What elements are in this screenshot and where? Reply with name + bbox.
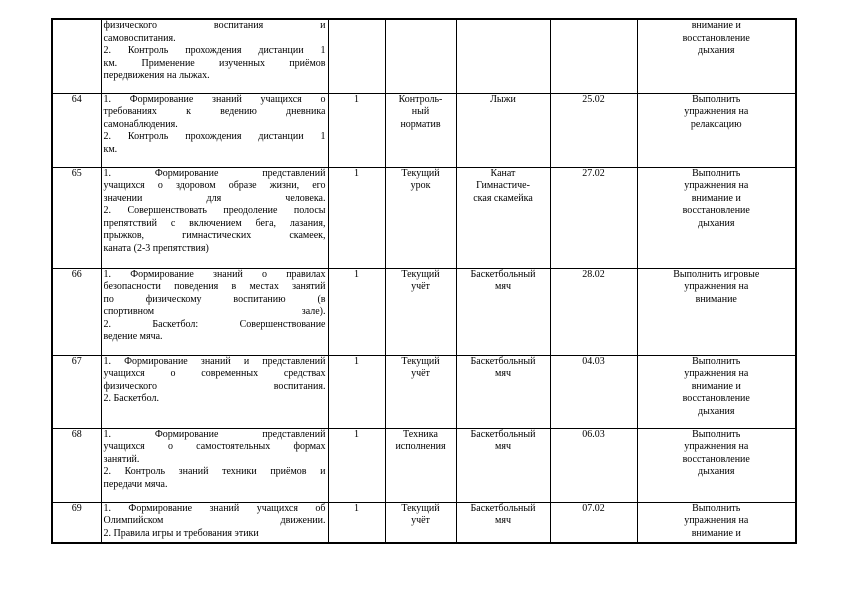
lesson-number-cell (52, 19, 101, 93)
control-type-cell (385, 428, 456, 502)
lesson-topic-cell-line: 2. Контроль знаний техники приёмов и (103, 466, 326, 478)
control-type-cell (385, 502, 456, 543)
lesson-topic-cell-line: 2. Контроль прохождения дистанции 1 (103, 45, 326, 57)
control-type-cell-line: Текущий (401, 355, 440, 367)
lesson-topic-cell-line: безопасности поведения в местах занятий (103, 281, 326, 293)
homework-cell (637, 502, 796, 543)
homework-cell-line: упражнения на (684, 368, 749, 380)
homework-cell-line: Выполнить (692, 428, 741, 440)
homework-cell (637, 93, 796, 167)
lesson-topic-cell-line: передвижения на лыжах. (103, 70, 210, 82)
hours-cell: 1 (328, 428, 385, 502)
lesson-topic-cell-line: км. (103, 143, 118, 155)
homework-cell-line: упражнения на (684, 441, 749, 453)
lesson-topic-cell-line: Олимпийском движении. (103, 515, 326, 527)
lesson-topic-cell (101, 19, 328, 93)
lesson-topic-cell-line: 1. Формирование представлений (103, 428, 326, 440)
lesson-topic-cell-line: физического воспитания и (103, 20, 326, 31)
control-type-cell-line: Контроль- (398, 93, 443, 105)
homework-cell-line: упражнения на (684, 515, 749, 527)
lesson-topic-cell-line: учащихся о здоровом образе жизни, его (103, 180, 326, 192)
control-type-cell-line: ный (411, 106, 430, 118)
hours-cell (328, 19, 385, 93)
lesson-topic-cell (101, 355, 328, 428)
lesson-topic-cell-line: препятствий с включением бега, лазания, (103, 217, 326, 229)
control-type-cell (385, 93, 456, 167)
homework-cell-line: восстановление (682, 393, 750, 405)
lesson-topic-cell-line: ведение мяча. (103, 331, 163, 343)
date-cell: 04.03 (550, 355, 637, 428)
lesson-topic-cell-line: 1. Формирование знаний учащихся о (103, 93, 326, 105)
lesson-topic-cell-line: самовоспитания. (103, 32, 176, 44)
lesson-topic-cell (101, 428, 328, 502)
homework-cell-line: дыхания (698, 405, 735, 417)
table-row (52, 167, 796, 268)
date-cell: 27.02 (550, 167, 637, 268)
homework-cell-line: упражнения на (684, 281, 749, 293)
table-row (52, 19, 796, 93)
lesson-number-cell: 68 (52, 428, 101, 502)
homework-cell (637, 268, 796, 355)
control-type-cell (385, 268, 456, 355)
lesson-topic-cell-line: спортивном зале). (103, 306, 326, 318)
lesson-number-cell: 69 (52, 502, 101, 543)
date-cell: 07.02 (550, 502, 637, 543)
lesson-topic-cell-line: 2. Баскетбол: Совершенствование (103, 318, 326, 330)
control-type-cell-line: учёт (411, 515, 430, 527)
lesson-topic-cell-line: значении для человека. (103, 192, 326, 204)
control-type-cell (385, 19, 456, 93)
equipment-cell-line: мяч (495, 368, 511, 380)
date-cell: 06.03 (550, 428, 637, 502)
homework-cell-line: внимание и (691, 380, 741, 392)
equipment-cell (456, 19, 550, 93)
lesson-topic-cell-line: 1. Формирование знаний и представлений (103, 355, 326, 367)
lesson-topic-cell-line: прыжков, гимнастических скамеек, (103, 230, 326, 242)
homework-cell-line: упражнения на (684, 106, 749, 118)
homework-cell-line: упражнения на (684, 180, 749, 192)
lesson-topic-cell-line: 2. Контроль прохождения дистанции 1 (103, 131, 326, 143)
equipment-cell-line: Канат (490, 167, 516, 179)
equipment-cell (456, 167, 550, 268)
date-cell: 28.02 (550, 268, 637, 355)
control-type-cell-line: учёт (411, 281, 430, 293)
lesson-topic-cell-line: по физическому воспитанию (в (103, 293, 326, 305)
lesson-topic-cell-line: 2. Правила игры и требования этики (103, 527, 259, 539)
lesson-number-cell: 64 (52, 93, 101, 167)
equipment-cell (456, 502, 550, 543)
lesson-topic-cell-line: передачи мяча. (103, 478, 168, 490)
equipment-cell-line: Гимнастиче- (476, 180, 530, 192)
lesson-topic-cell-line: 1. Формирование представлений (103, 167, 326, 179)
hours-cell: 1 (328, 167, 385, 268)
control-type-cell-line: Текущий (401, 167, 440, 179)
hours-cell: 1 (328, 268, 385, 355)
lesson-number-cell: 65 (52, 167, 101, 268)
lesson-topic-cell (101, 93, 328, 167)
lesson-topic-cell-line: 2. Совершенствовать преодоление полосы (103, 205, 326, 217)
date-cell: 25.02 (550, 93, 637, 167)
control-type-cell-line: учёт (411, 368, 430, 380)
control-type-cell (385, 355, 456, 428)
lesson-topic-cell-line: физического воспитания. (103, 380, 326, 392)
homework-cell (637, 167, 796, 268)
control-type-cell-line: Текущий (401, 502, 440, 514)
homework-cell-line: внимание и (691, 192, 741, 204)
table-row (52, 355, 796, 428)
equipment-cell-line: Лыжи (490, 93, 516, 105)
homework-cell (637, 355, 796, 428)
homework-cell-line: релаксацию (690, 118, 742, 130)
lesson-topic-cell-line: каната (2-3 препятствия) (103, 243, 209, 255)
equipment-cell-line: мяч (495, 281, 511, 293)
lesson-topic-cell-line: 2. Баскетбол. (103, 393, 159, 405)
homework-cell-line: внимание (695, 293, 737, 305)
equipment-cell (456, 268, 550, 355)
lesson-number-cell: 66 (52, 268, 101, 355)
lesson-topic-cell-line: самонаблюдения. (103, 118, 178, 130)
homework-cell-line: дыхания (698, 466, 735, 478)
hours-cell: 1 (328, 502, 385, 543)
equipment-cell (456, 355, 550, 428)
hours-cell: 1 (328, 355, 385, 428)
lesson-topic-cell-line: занятий. (103, 453, 140, 465)
table-row (52, 93, 796, 167)
homework-cell-line: восстановление (682, 205, 750, 217)
lesson-topic-cell-line: км. Применение изученных приёмов (103, 57, 326, 69)
lesson-plan-table (51, 18, 797, 544)
hours-cell: 1 (328, 93, 385, 167)
homework-cell-line: Выполнить (692, 167, 741, 179)
control-type-cell-line: норматив (400, 118, 441, 130)
homework-cell-line: восстановление (682, 32, 750, 44)
equipment-cell (456, 428, 550, 502)
table-row (52, 502, 796, 543)
lesson-topic-cell (101, 167, 328, 268)
homework-cell-line: Выполнить (692, 93, 741, 105)
table-body (52, 19, 796, 543)
equipment-cell-line: мяч (495, 515, 511, 527)
table-row (52, 268, 796, 355)
date-cell (550, 19, 637, 93)
lesson-topic-cell-line: учащихся о современных средствах (103, 368, 326, 380)
control-type-cell-line: урок (410, 180, 431, 192)
homework-cell (637, 428, 796, 502)
lesson-topic-cell-line: 1. Формирование знаний о правилах (103, 268, 326, 280)
homework-cell-line: дыхания (698, 217, 735, 229)
homework-cell-line: Выполнить игровые (673, 268, 760, 280)
homework-cell (637, 19, 796, 93)
control-type-cell-line: исполнения (395, 441, 446, 453)
homework-cell-line: Выполнить (692, 355, 741, 367)
homework-cell-line: Выполнить (692, 502, 741, 514)
lesson-topic-cell-line: требованиях к ведению дневника (103, 106, 326, 118)
control-type-cell (385, 167, 456, 268)
lesson-topic-cell (101, 268, 328, 355)
lesson-number-cell: 67 (52, 355, 101, 428)
equipment-cell-line: мяч (495, 441, 511, 453)
table-row (52, 428, 796, 502)
control-type-cell-line: Техника (403, 428, 438, 440)
homework-cell-line: восстановление (682, 453, 750, 465)
homework-cell-line: дыхания (698, 45, 735, 57)
homework-cell-line: внимание и (691, 20, 741, 31)
equipment-cell-line: Баскетбольный (470, 428, 536, 440)
equipment-cell-line: Баскетбольный (470, 355, 536, 367)
equipment-cell-line: ская скамейка (473, 192, 533, 204)
lesson-topic-cell (101, 502, 328, 543)
lesson-topic-cell-line: учащихся о самостоятельных формах (103, 441, 326, 453)
equipment-cell-line: Баскетбольный (470, 268, 536, 280)
equipment-cell (456, 93, 550, 167)
equipment-cell-line: Баскетбольный (470, 502, 536, 514)
control-type-cell-line: Текущий (401, 268, 440, 280)
homework-cell-line: внимание и (691, 527, 741, 539)
lesson-topic-cell-line: 1. Формирование знаний учащихся об (103, 502, 326, 514)
